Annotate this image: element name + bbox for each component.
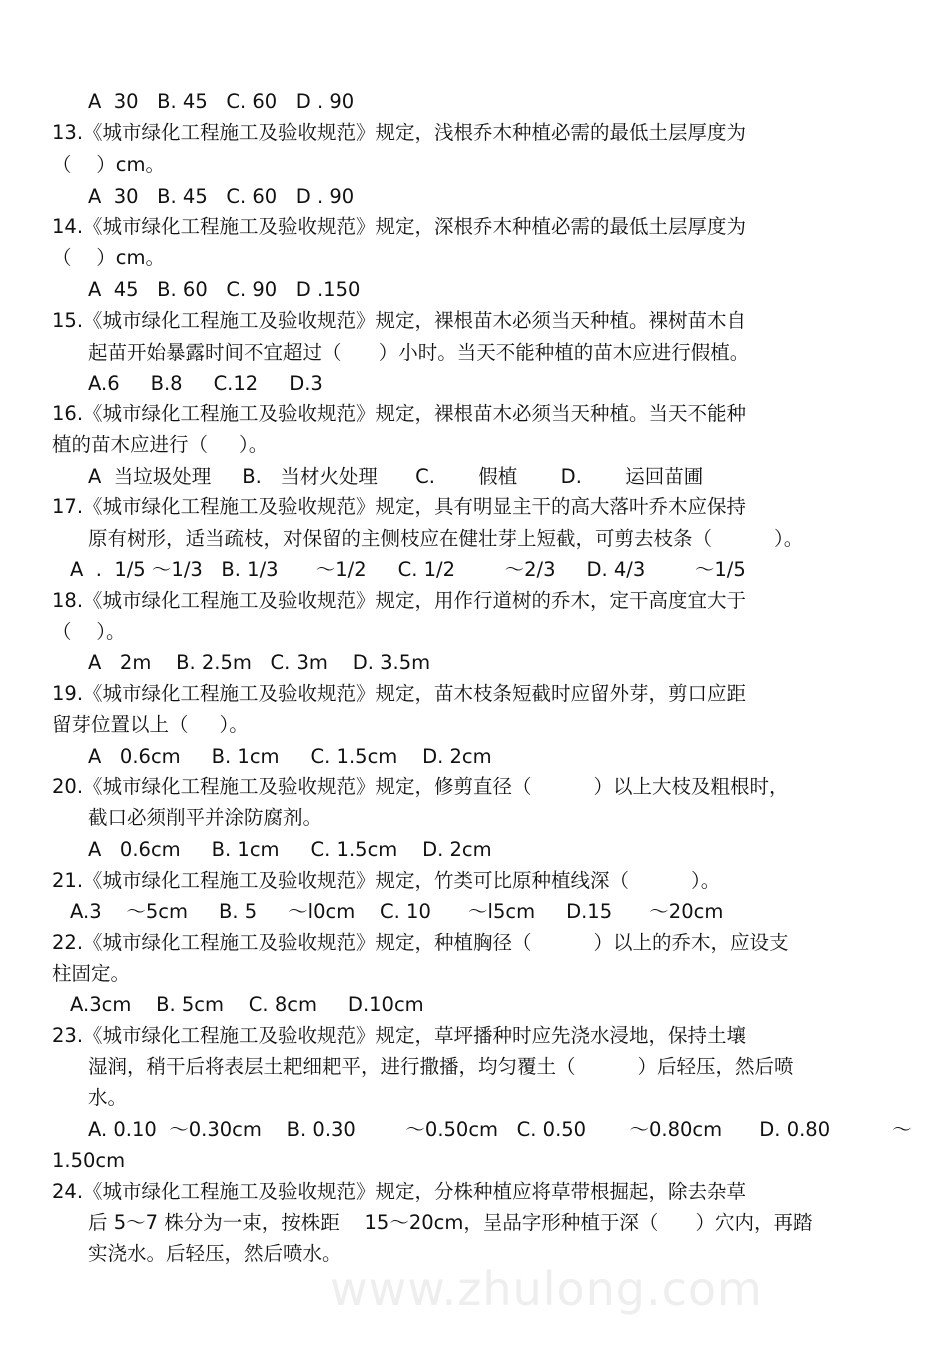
q19-options: A 0.6cm B. 1cm C. 1.5cm D. 2cm [88,745,492,768]
q15-options: A.6 B.8 C.12 D.3 [88,372,323,395]
q16-stem: 16.《城市绿化工程施工及验收规范》规定，裸根苗木必须当天种植。当天不能种 [52,402,747,425]
q13-stem-cont: （ ）cm。 [52,153,166,176]
q22-stem-cont: 柱固定。 [52,962,131,985]
q14-options: A 45 B. 60 C. 90 D .150 [88,278,361,301]
q20-stem: 20.《城市绿化工程施工及验收规范》规定，修剪直径（ ）以上大枝及粗根时， [52,775,789,798]
q13-options: A 30 B. 45 C. 60 D . 90 [88,185,355,208]
q22-stem: 22.《城市绿化工程施工及验收规范》规定，种植胸径（ ）以上的乔木，应设支 [52,931,789,954]
q21-options: A.3 ～5cm B. 5 ～l0cm C. 10 ～l5cm D.15 ～20cm [70,900,724,923]
q23-options-cont: 1.50cm [52,1149,126,1172]
q16-stem-cont: 植的苗木应进行（ ）。 [52,433,269,456]
q24-stem-cont: 后 5～7 株分为一束，按株距 15～20cm，呈品字形种植于深（ ）穴内，再踏 [88,1211,813,1234]
q23-stem-cont: 湿润，稍干后将表层土耙细耙平，进行撒播，均匀覆土（ ）后轻压，然后喷 [88,1055,794,1078]
q18-stem: 18.《城市绿化工程施工及验收规范》规定，用作行道树的乔木，定干高度宜大于 [52,589,747,612]
q22-options: A.3cm B. 5cm C. 8cm D.10cm [70,993,424,1016]
q20-options: A 0.6cm B. 1cm C. 1.5cm D. 2cm [88,838,492,861]
q13-stem: 13.《城市绿化工程施工及验收规范》规定，浅根乔木种植必需的最低土层厚度为 [52,121,747,144]
q17-stem: 17.《城市绿化工程施工及验收规范》规定，具有明显主干的高大落叶乔木应保持 [52,495,747,518]
q20-stem-cont: 截口必须削平并涂防腐剂。 [88,806,323,829]
q23-stem-cont-2: 水。 [88,1086,128,1109]
watermark: www.zhulong.com [330,1262,763,1316]
q14-stem: 14.《城市绿化工程施工及验收规范》规定，深根乔木种植必需的最低土层厚度为 [52,215,747,238]
q17-stem-cont: 原有树形，适当疏枝，对保留的主侧枝应在健壮芽上短截，可剪去枝条（ ）。 [88,527,804,550]
q15-stem-cont: 起苗开始暴露时间不宜超过（ ）小时。当天不能种植的苗木应进行假植。 [88,341,750,364]
q12-options: A 30 B. 45 C. 60 D . 90 [88,90,355,113]
q23-stem: 23.《城市绿化工程施工及验收规范》规定，草坪播种时应先浇水浸地，保持土壤 [52,1024,747,1047]
q21-stem: 21.《城市绿化工程施工及验收规范》规定，竹类可比原种植线深（ ）。 [52,869,721,892]
q14-stem-cont: （ ）cm。 [52,246,166,269]
q24-stem-cont-2: 实浇水。后轻压，然后喷水。 [88,1242,342,1265]
q15-stem: 15.《城市绿化工程施工及验收规范》规定，裸根苗木必须当天种植。裸树苗木自 [52,309,747,332]
q19-stem: 19.《城市绿化工程施工及验收规范》规定，苗木枝条短截时应留外芽，剪口应距 [52,682,747,705]
q16-options: A 当垃圾处理 B. 当材火处理 C. 假植 D. 运回苗圃 [88,465,704,488]
q17-options: A . 1/5 ～1/3 B. 1/3 ～1/2 C. 1/2 ～2/3 D. 4/3 ～1/5 [70,558,746,581]
q18-stem-cont: （ ）。 [52,620,126,643]
q24-stem: 24.《城市绿化工程施工及验收规范》规定，分株种植应将草带根掘起，除去杂草 [52,1180,747,1203]
q18-options: A 2m B. 2.5m C. 3m D. 3.5m [88,651,431,674]
q23-options: A. 0.10 ～0.30cm B. 0.30 ～0.50cm C. 0.50 ～0.80cm D. 0.80 ～ [88,1118,912,1141]
q19-stem-cont: 留芽位置以上（ ）。 [52,713,249,736]
